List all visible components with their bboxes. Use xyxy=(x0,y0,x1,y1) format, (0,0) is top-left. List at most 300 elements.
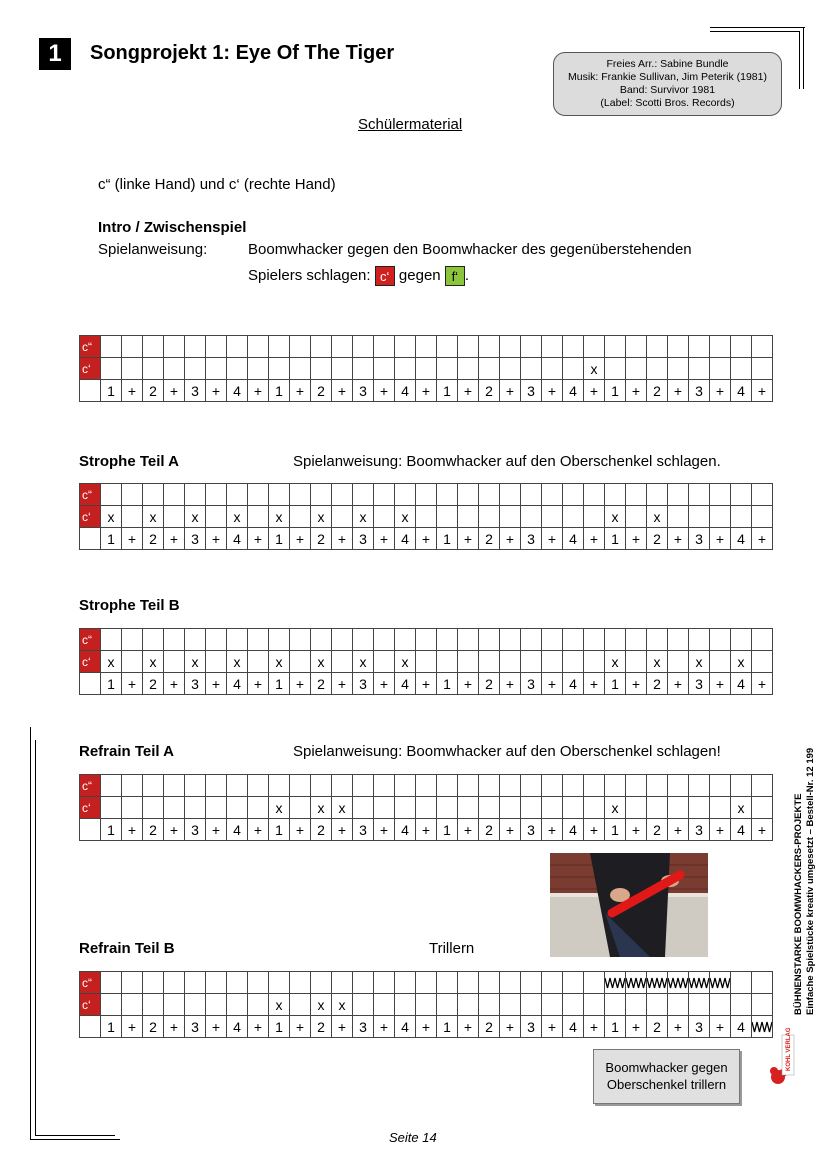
beat-cell: 4 xyxy=(227,1016,248,1038)
empty-cell xyxy=(374,797,395,819)
empty-cell xyxy=(227,629,248,651)
empty-cell xyxy=(269,629,290,651)
empty-cell xyxy=(479,651,500,673)
empty-cell xyxy=(584,775,605,797)
empty-cell xyxy=(752,336,773,358)
hit-mark: x xyxy=(395,506,416,528)
hit-mark: x xyxy=(269,506,290,528)
credit-line: Band: Survivor 1981 xyxy=(619,84,716,96)
row-label-beat xyxy=(80,1016,101,1038)
empty-cell xyxy=(647,336,668,358)
beat-cell: + xyxy=(710,380,731,402)
section-instruction: Spielanweisung: Boomwhacker auf den Oberschenkel schlagen. xyxy=(293,453,721,470)
empty-cell xyxy=(563,775,584,797)
empty-cell xyxy=(374,994,395,1016)
beat-cell: + xyxy=(248,1016,269,1038)
beat-cell: + xyxy=(122,819,143,841)
empty-cell xyxy=(752,797,773,819)
empty-cell xyxy=(248,994,269,1016)
hit-mark: x xyxy=(731,651,752,673)
empty-cell xyxy=(563,484,584,506)
empty-cell xyxy=(164,775,185,797)
photo-boomwhacker-player xyxy=(550,853,708,957)
beat-cell: 2 xyxy=(311,528,332,550)
empty-cell xyxy=(542,358,563,380)
beat-cell: + xyxy=(668,528,689,550)
beat-cell: + xyxy=(416,528,437,550)
empty-cell xyxy=(332,629,353,651)
beat-cell: 4 xyxy=(227,528,248,550)
empty-cell xyxy=(227,484,248,506)
empty-cell xyxy=(563,972,584,994)
empty-cell xyxy=(206,336,227,358)
empty-cell xyxy=(374,484,395,506)
empty-cell xyxy=(143,484,164,506)
empty-cell xyxy=(164,629,185,651)
row-label-high: c“ xyxy=(80,775,101,797)
beat-cell: + xyxy=(332,673,353,695)
empty-cell xyxy=(521,629,542,651)
rhythm-grid-strophe-a xyxy=(79,483,773,550)
empty-cell xyxy=(332,336,353,358)
beat-cell: + xyxy=(584,380,605,402)
grid-row-high xyxy=(80,775,773,797)
empty-cell xyxy=(185,775,206,797)
beat-cell: + xyxy=(332,1016,353,1038)
empty-cell xyxy=(374,506,395,528)
empty-cell xyxy=(122,336,143,358)
empty-cell xyxy=(164,336,185,358)
hit-mark: x xyxy=(605,797,626,819)
beat-cell: + xyxy=(122,380,143,402)
hit-mark: x xyxy=(101,651,122,673)
hit-mark: x xyxy=(353,506,374,528)
beat-cell: + xyxy=(626,1016,647,1038)
hit-mark: x xyxy=(311,797,332,819)
beat-cell: + xyxy=(206,673,227,695)
empty-cell xyxy=(122,484,143,506)
empty-cell xyxy=(752,972,773,994)
grid-row-beat xyxy=(80,673,773,695)
beat-cell: + xyxy=(290,819,311,841)
beat-cell: + xyxy=(164,819,185,841)
publisher-logo xyxy=(768,1027,796,1089)
empty-cell xyxy=(500,972,521,994)
beat-cell: 2 xyxy=(311,819,332,841)
empty-cell xyxy=(668,651,689,673)
beat-cell: + xyxy=(626,528,647,550)
hit-mark: x xyxy=(731,797,752,819)
empty-cell xyxy=(269,972,290,994)
note-line: Oberschenkel trillern xyxy=(606,1077,727,1092)
empty-cell xyxy=(710,629,731,651)
empty-cell xyxy=(395,358,416,380)
hit-mark: x xyxy=(269,651,290,673)
empty-cell xyxy=(521,775,542,797)
empty-cell xyxy=(416,994,437,1016)
empty-cell xyxy=(542,506,563,528)
beat-cell: 3 xyxy=(353,673,374,695)
section-instruction: Trillern xyxy=(429,940,475,957)
section-instruction: Spielanweisung: Boomwhacker auf den Oberschenkel schlagen! xyxy=(293,743,721,760)
empty-cell xyxy=(542,775,563,797)
beat-cell: 4 xyxy=(227,673,248,695)
section-heading: Refrain Teil A xyxy=(79,743,175,760)
beat-cell: 1 xyxy=(269,673,290,695)
subtitle: Schülermaterial xyxy=(358,116,463,133)
empty-cell xyxy=(122,994,143,1016)
empty-cell xyxy=(353,484,374,506)
empty-cell xyxy=(752,775,773,797)
empty-cell xyxy=(290,797,311,819)
empty-cell xyxy=(500,484,521,506)
empty-cell xyxy=(752,651,773,673)
empty-cell xyxy=(710,994,731,1016)
empty-cell xyxy=(563,994,584,1016)
beat-cell: + xyxy=(416,673,437,695)
empty-cell xyxy=(584,797,605,819)
empty-cell xyxy=(752,994,773,1016)
beat-cell: 1 xyxy=(437,673,458,695)
empty-cell xyxy=(689,484,710,506)
empty-cell xyxy=(710,797,731,819)
beat-cell: 2 xyxy=(311,380,332,402)
empty-cell xyxy=(395,336,416,358)
beat-cell: + xyxy=(206,380,227,402)
credit-line: Freies Arr.: Sabine Bundle xyxy=(606,58,729,70)
empty-cell xyxy=(605,358,626,380)
empty-cell xyxy=(668,994,689,1016)
empty-cell xyxy=(374,629,395,651)
beat-cell: 2 xyxy=(479,819,500,841)
grid-row-high xyxy=(80,629,773,651)
against-word: gegen xyxy=(398,266,441,284)
instruction-text-part: Spielers schlagen: xyxy=(248,266,371,284)
empty-cell xyxy=(290,358,311,380)
beat-cell: + xyxy=(542,528,563,550)
empty-cell xyxy=(626,506,647,528)
beat-cell: + xyxy=(752,528,773,550)
empty-cell xyxy=(353,775,374,797)
grid-row-low xyxy=(80,797,773,819)
empty-cell xyxy=(101,775,122,797)
beat-cell: 2 xyxy=(479,1016,500,1038)
row-label-low: c‘ xyxy=(80,506,101,528)
beat-cell: 4 xyxy=(563,528,584,550)
empty-cell xyxy=(668,336,689,358)
empty-cell xyxy=(731,506,752,528)
empty-cell xyxy=(206,484,227,506)
empty-cell xyxy=(647,797,668,819)
empty-cell xyxy=(185,629,206,651)
empty-cell xyxy=(164,797,185,819)
beat-cell: + xyxy=(374,380,395,402)
hit-mark: x xyxy=(185,651,206,673)
beat-cell: + xyxy=(710,528,731,550)
empty-cell xyxy=(542,484,563,506)
empty-cell xyxy=(668,797,689,819)
beat-cell: 1 xyxy=(101,819,122,841)
empty-cell xyxy=(374,972,395,994)
beat-cell: + xyxy=(458,1016,479,1038)
empty-cell xyxy=(542,797,563,819)
empty-cell xyxy=(395,775,416,797)
empty-cell xyxy=(185,797,206,819)
empty-cell xyxy=(479,994,500,1016)
beat-cell: + xyxy=(752,380,773,402)
empty-cell xyxy=(605,629,626,651)
beat-cell: 4 xyxy=(395,380,416,402)
empty-cell xyxy=(416,775,437,797)
beat-cell: 3 xyxy=(185,673,206,695)
empty-cell xyxy=(584,336,605,358)
empty-cell xyxy=(416,358,437,380)
grid-row-beat xyxy=(80,528,773,550)
grid-row-low xyxy=(80,358,773,380)
row-label-low: c‘ xyxy=(80,797,101,819)
beat-cell: 3 xyxy=(185,1016,206,1038)
empty-cell xyxy=(353,629,374,651)
empty-cell xyxy=(458,358,479,380)
empty-cell xyxy=(164,484,185,506)
beat-cell: + xyxy=(626,673,647,695)
beat-cell: + xyxy=(752,819,773,841)
empty-cell xyxy=(353,994,374,1016)
empty-cell xyxy=(458,336,479,358)
corner-line xyxy=(710,27,805,28)
beat-cell: 4 xyxy=(563,819,584,841)
empty-cell xyxy=(437,484,458,506)
beat-cell: 2 xyxy=(647,819,668,841)
beat-cell: 2 xyxy=(143,380,164,402)
grid-row-high xyxy=(80,972,773,994)
empty-cell xyxy=(353,797,374,819)
beat-cell: 3 xyxy=(353,1016,374,1038)
empty-cell xyxy=(248,775,269,797)
beat-cell: 2 xyxy=(311,1016,332,1038)
empty-cell xyxy=(437,797,458,819)
beat-cell: 2 xyxy=(143,1016,164,1038)
empty-cell xyxy=(689,994,710,1016)
empty-cell xyxy=(605,775,626,797)
beat-cell: 1 xyxy=(269,380,290,402)
beat-cell: 3 xyxy=(689,673,710,695)
row-label-beat xyxy=(80,528,101,550)
hit-mark: x xyxy=(143,506,164,528)
empty-cell xyxy=(479,797,500,819)
empty-cell xyxy=(437,358,458,380)
empty-cell xyxy=(731,775,752,797)
grid-row-high xyxy=(80,336,773,358)
empty-cell xyxy=(500,629,521,651)
empty-cell xyxy=(689,506,710,528)
empty-cell xyxy=(290,651,311,673)
empty-cell xyxy=(269,336,290,358)
hit-mark: x xyxy=(395,651,416,673)
page-title: Songprojekt 1: Eye Of The Tiger xyxy=(90,42,395,64)
beat-cell: 2 xyxy=(479,380,500,402)
empty-cell xyxy=(395,484,416,506)
empty-cell xyxy=(647,484,668,506)
empty-cell xyxy=(626,994,647,1016)
hit-mark: x xyxy=(689,651,710,673)
beat-cell: + xyxy=(500,380,521,402)
beat-cell: 1 xyxy=(101,528,122,550)
empty-cell xyxy=(479,775,500,797)
beat-cell: + xyxy=(710,673,731,695)
empty-cell xyxy=(311,484,332,506)
row-label-high: c“ xyxy=(80,336,101,358)
hit-mark: x xyxy=(584,358,605,380)
beat-cell: 3 xyxy=(353,380,374,402)
empty-cell xyxy=(563,651,584,673)
empty-cell xyxy=(122,972,143,994)
empty-cell xyxy=(248,484,269,506)
grid-row-beat xyxy=(80,380,773,402)
empty-cell xyxy=(710,775,731,797)
beat-cell: 4 xyxy=(563,673,584,695)
empty-cell xyxy=(479,629,500,651)
empty-cell xyxy=(122,651,143,673)
side-text-line: Einfache Spielstücke kreativ umgesetzt – Bestell-Nr. 12 199 xyxy=(805,747,816,1015)
beat-cell: + xyxy=(710,819,731,841)
empty-cell xyxy=(374,651,395,673)
credit-line: (Label: Scotti Bros. Records) xyxy=(600,97,735,109)
empty-cell xyxy=(752,358,773,380)
empty-cell xyxy=(101,972,122,994)
beat-cell: + xyxy=(374,819,395,841)
credit-line: Musik: Frankie Sullivan, Jim Peterik (1981) xyxy=(568,71,767,83)
empty-cell xyxy=(437,972,458,994)
hit-mark: x xyxy=(647,506,668,528)
beat-cell: + xyxy=(290,380,311,402)
empty-cell xyxy=(416,797,437,819)
empty-cell xyxy=(500,775,521,797)
empty-cell xyxy=(647,358,668,380)
beat-cell: + xyxy=(290,528,311,550)
empty-cell xyxy=(332,506,353,528)
empty-cell xyxy=(374,358,395,380)
beat-cell: 3 xyxy=(689,1016,710,1038)
empty-cell xyxy=(542,994,563,1016)
empty-cell xyxy=(206,629,227,651)
empty-cell xyxy=(416,484,437,506)
empty-cell xyxy=(542,336,563,358)
empty-cell xyxy=(122,775,143,797)
beat-cell: + xyxy=(290,673,311,695)
empty-cell xyxy=(101,629,122,651)
empty-cell xyxy=(416,629,437,651)
empty-cell xyxy=(710,506,731,528)
empty-cell xyxy=(689,629,710,651)
rhythm-grid-strophe-b xyxy=(79,628,773,695)
empty-cell xyxy=(395,994,416,1016)
hit-mark: x xyxy=(605,506,626,528)
hit-mark: x xyxy=(332,994,353,1016)
beat-cell: + xyxy=(752,673,773,695)
empty-cell xyxy=(206,994,227,1016)
empty-cell xyxy=(689,358,710,380)
empty-cell xyxy=(500,797,521,819)
rhythm-grid-refrain-a xyxy=(79,774,773,841)
beat-cell: 3 xyxy=(353,528,374,550)
empty-cell xyxy=(248,972,269,994)
empty-cell xyxy=(479,336,500,358)
beat-cell: + xyxy=(584,819,605,841)
empty-cell xyxy=(605,994,626,1016)
hit-mark: x xyxy=(227,506,248,528)
empty-cell xyxy=(500,358,521,380)
beat-cell: 3 xyxy=(521,1016,542,1038)
beat-cell: 4 xyxy=(563,380,584,402)
corner-line xyxy=(30,1139,120,1140)
empty-cell xyxy=(563,358,584,380)
beat-cell: 1 xyxy=(269,819,290,841)
beat-cell: 3 xyxy=(689,380,710,402)
empty-cell xyxy=(122,506,143,528)
empty-cell xyxy=(479,506,500,528)
empty-cell xyxy=(521,797,542,819)
beat-cell: + xyxy=(248,819,269,841)
empty-cell xyxy=(689,775,710,797)
instruction-label: Spielanweisung: xyxy=(98,241,208,258)
chapter-number: 1 xyxy=(39,38,71,70)
empty-cell xyxy=(185,994,206,1016)
row-label-low: c‘ xyxy=(80,651,101,673)
empty-cell xyxy=(143,336,164,358)
empty-cell xyxy=(500,506,521,528)
empty-cell xyxy=(143,358,164,380)
empty-cell xyxy=(668,484,689,506)
empty-cell xyxy=(647,775,668,797)
empty-cell xyxy=(248,506,269,528)
empty-cell xyxy=(626,336,647,358)
empty-cell xyxy=(626,629,647,651)
beat-cell: + xyxy=(164,380,185,402)
corner-line xyxy=(30,727,31,1139)
beat-cell: 2 xyxy=(479,673,500,695)
trill-mark xyxy=(626,972,647,994)
beat-cell: 2 xyxy=(143,528,164,550)
empty-cell xyxy=(584,629,605,651)
empty-cell xyxy=(437,506,458,528)
empty-cell xyxy=(206,651,227,673)
empty-cell xyxy=(311,358,332,380)
empty-cell xyxy=(563,506,584,528)
trill-mark xyxy=(710,972,731,994)
hit-mark: x xyxy=(269,797,290,819)
beat-cell: + xyxy=(248,673,269,695)
empty-cell xyxy=(458,506,479,528)
trill-note-box xyxy=(593,1049,740,1104)
corner-line xyxy=(35,1135,115,1136)
beat-cell: 2 xyxy=(143,819,164,841)
beat-cell: + xyxy=(626,819,647,841)
beat-cell: + xyxy=(122,1016,143,1038)
empty-cell xyxy=(101,994,122,1016)
empty-cell xyxy=(521,506,542,528)
beat-cell: + xyxy=(164,1016,185,1038)
beat-cell: 4 xyxy=(227,819,248,841)
grid-row-beat xyxy=(80,1016,773,1038)
beat-cell: 3 xyxy=(689,528,710,550)
hit-mark: x xyxy=(311,994,332,1016)
empty-cell xyxy=(731,484,752,506)
empty-cell xyxy=(290,629,311,651)
empty-cell xyxy=(164,358,185,380)
empty-cell xyxy=(332,484,353,506)
beat-cell: + xyxy=(416,380,437,402)
